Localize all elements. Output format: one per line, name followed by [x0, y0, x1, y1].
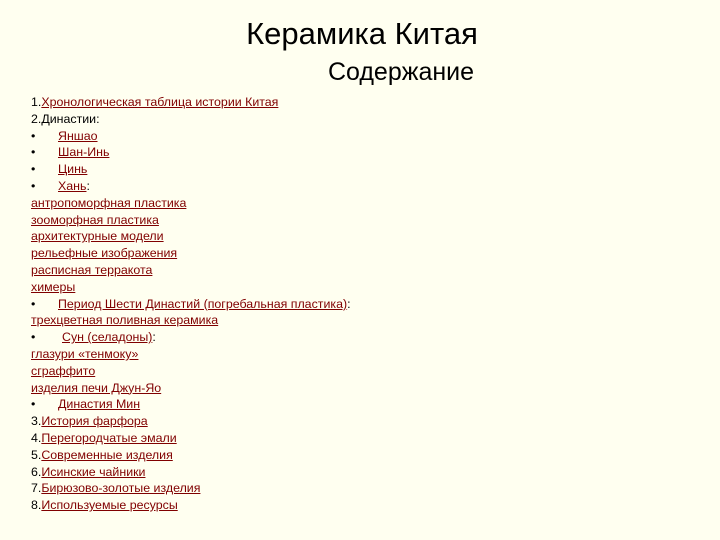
turquoise-gold-link[interactable]: Бирюзово-золотые изделия [41, 481, 201, 496]
cloisonne-link[interactable]: Перегородчатые эмали [41, 430, 177, 445]
colon: : [86, 178, 90, 193]
toc-link-row [31, 195, 691, 212]
bullet: • [31, 162, 36, 177]
shan-in-link[interactable]: Шан-Инь [58, 145, 110, 160]
table-of-contents [31, 94, 691, 514]
colon: : [347, 296, 351, 311]
toc-link-row [31, 380, 691, 397]
relief-images-link[interactable]: рельефные изображения [31, 246, 178, 261]
toc-subitem-cin [31, 161, 691, 178]
toc-item-2 [31, 111, 691, 128]
toc-number: 5. [31, 447, 42, 462]
page-subtitle: Содержание [327, 58, 475, 86]
jun-kiln-link[interactable]: изделия печи Джун-Яо [31, 380, 162, 395]
bullet: • [31, 330, 36, 345]
dynasties-heading: 2.Династии: [31, 111, 100, 126]
toc-link-row [31, 312, 691, 329]
zoomorphic-link[interactable]: зооморфная пластика [31, 212, 159, 227]
toc-subitem-yanshao [31, 128, 691, 145]
sgraffito-link[interactable]: сграффито [31, 363, 96, 378]
toc-link-row [31, 228, 691, 245]
toc-link-row [31, 346, 691, 363]
bullet: • [31, 128, 36, 143]
bullet: • [31, 397, 36, 412]
toc-item-3 [31, 413, 691, 430]
porcelain-history-link[interactable]: История фарфора [41, 414, 148, 429]
toc-item-7 [31, 480, 691, 497]
cin-link[interactable]: Цинь [58, 162, 88, 177]
toc-number: 8. [31, 498, 42, 513]
toc-number: 7. [31, 481, 42, 496]
toc-subitem-sun [31, 329, 691, 346]
yixing-teapots-link[interactable]: Исинские чайники [41, 464, 146, 479]
chronology-link[interactable]: Хронологическая таблица истории Китая [41, 95, 279, 109]
page-title: Керамика Китая [246, 16, 478, 51]
colon: : [152, 330, 156, 345]
toc-link-row [31, 279, 691, 296]
toc-subitem-ming [31, 396, 691, 413]
toc-item-4 [31, 430, 691, 447]
toc-number: 6. [31, 464, 42, 479]
chimeras-link[interactable]: химеры [31, 279, 76, 294]
bullet: • [31, 178, 36, 193]
toc-link-row [31, 212, 691, 229]
resources-link[interactable]: Используемые ресурсы [41, 498, 178, 513]
han-link[interactable]: Хань [58, 178, 87, 193]
tricolor-ceramics-link[interactable]: трехцветная поливная керамика [31, 313, 219, 328]
toc-subitem-han [31, 178, 691, 195]
toc-link-row [31, 245, 691, 262]
anthropomorphic-link[interactable]: антропоморфная пластика [31, 195, 187, 210]
six-dynasties-link[interactable]: Период Шести Династий (погребальная пластика) [58, 296, 348, 311]
toc-subitem-shan-in [31, 144, 691, 161]
yanshao-link[interactable]: Яншао [58, 128, 98, 143]
toc-item-5 [31, 447, 691, 464]
modern-products-link[interactable]: Современные изделия [41, 447, 173, 462]
toc-link-row [31, 363, 691, 380]
toc-number: 3. [31, 414, 42, 429]
toc-item-6 [31, 464, 691, 481]
toc-number: 1. [31, 95, 42, 109]
toc-item-1 [31, 94, 691, 111]
toc-subitem-six-dynasties [31, 296, 691, 313]
toc-item-8 [31, 497, 691, 514]
toc-link-row [31, 262, 691, 279]
architectural-models-link[interactable]: архитектурные модели [31, 229, 164, 244]
bullet: • [31, 296, 36, 311]
bullet: • [31, 145, 36, 160]
sun-celadons-link[interactable]: Сун (селадоны) [62, 330, 153, 345]
toc-number: 4. [31, 430, 42, 445]
painted-terracotta-link[interactable]: расписная терракота [31, 262, 153, 277]
ming-dynasty-link[interactable]: Династия Мин [58, 397, 141, 412]
tenmoku-glazes-link[interactable]: глазури «тенмоку» [31, 346, 139, 361]
